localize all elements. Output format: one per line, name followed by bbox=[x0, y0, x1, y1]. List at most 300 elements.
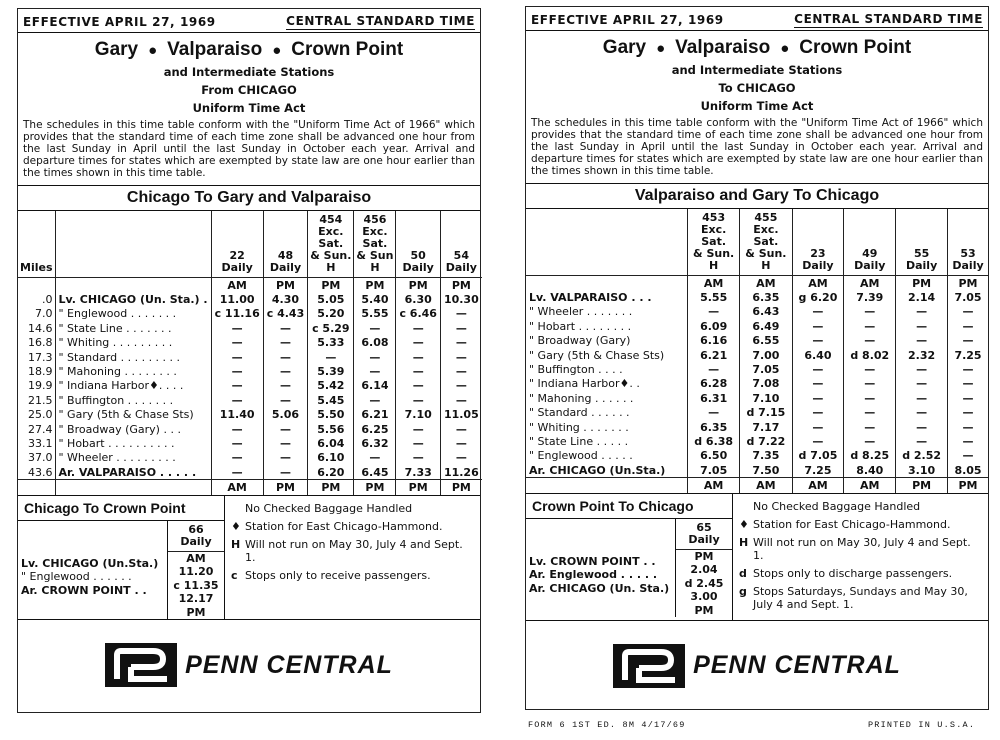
table-row bbox=[526, 420, 988, 434]
route-title: Gary ● Valparaiso ● Crown Point bbox=[94, 39, 404, 60]
time-cell: 6.35 bbox=[740, 290, 792, 304]
train-header: 456 Exc. Sat. & Sun H bbox=[354, 211, 396, 278]
time-cell: — bbox=[792, 391, 844, 405]
ampm-cell: PM bbox=[896, 478, 948, 493]
time-cell: 6.28 bbox=[688, 377, 740, 391]
intermediate-label: and Intermediate Stations bbox=[671, 63, 843, 77]
time-cell: — bbox=[354, 364, 396, 378]
time-cell: 6.25 bbox=[354, 422, 396, 436]
miles-cell: 43.6 bbox=[28, 465, 53, 479]
time-cell: d 8.02 bbox=[844, 348, 896, 362]
note-symbol bbox=[739, 500, 753, 513]
crown-point-time: 2.04 bbox=[690, 563, 718, 577]
train-header: 54 Daily bbox=[440, 211, 481, 278]
time-cell: — bbox=[844, 406, 896, 420]
table-row bbox=[526, 348, 988, 362]
time-cell: 5.06 bbox=[263, 408, 308, 422]
time-cell: 11.26 bbox=[440, 465, 481, 480]
ampm-cell: AM bbox=[792, 276, 844, 291]
time-cell: — bbox=[211, 451, 263, 465]
printed-footer: PRINTED IN U.S.A. bbox=[868, 720, 976, 730]
time-cell: — bbox=[440, 422, 481, 436]
time-cell: 5.56 bbox=[308, 422, 354, 436]
time-cell: — bbox=[844, 391, 896, 405]
time-cell: — bbox=[263, 350, 308, 364]
crown-point-stations bbox=[526, 519, 675, 618]
time-cell: — bbox=[792, 334, 844, 348]
ampm-cell: PM bbox=[354, 278, 396, 293]
ampm-cell: PM bbox=[396, 278, 441, 293]
effective-date: EFFECTIVE APRIL 27, 1969 bbox=[531, 13, 724, 27]
note-item bbox=[739, 567, 984, 580]
time-cell: 11.05 bbox=[440, 408, 481, 422]
time-cell: g 6.20 bbox=[792, 290, 844, 304]
time-cell: — bbox=[211, 422, 263, 436]
time-cell: 6.08 bbox=[354, 336, 396, 350]
crown-point-station: Lv. CHICAGO (Un.Sta.) bbox=[21, 556, 159, 570]
time-cell: — bbox=[263, 379, 308, 393]
table-row bbox=[526, 334, 988, 348]
time-cell: — bbox=[844, 334, 896, 348]
time-cell: 5.40 bbox=[354, 292, 396, 306]
time-cell: — bbox=[896, 334, 948, 348]
time-cell: — bbox=[354, 321, 396, 335]
time-cell: 5.55 bbox=[354, 307, 396, 321]
table-row bbox=[18, 364, 482, 378]
station-cell: Lv. CHICAGO (Un. Sta.) . bbox=[55, 292, 211, 306]
time-cell: — bbox=[396, 393, 441, 407]
time-cell: — bbox=[263, 436, 308, 450]
time-cell: 6.55 bbox=[740, 334, 792, 348]
miles-cell: 27.4 bbox=[28, 422, 53, 436]
time-cell: 7.25 bbox=[792, 463, 844, 478]
time-cell: 6.43 bbox=[740, 305, 792, 319]
timetable-panel-from-chicago bbox=[17, 8, 481, 713]
miles-cell: .0 bbox=[42, 293, 53, 307]
note-text: Stops only to discharge passengers. bbox=[753, 566, 953, 580]
note-symbol: d bbox=[739, 566, 747, 580]
lower-section bbox=[526, 493, 988, 621]
time-cell: 4.30 bbox=[263, 292, 308, 306]
time-cell: — bbox=[396, 336, 441, 350]
header-bar bbox=[18, 9, 480, 32]
time-cell: — bbox=[263, 393, 308, 407]
time-cell: — bbox=[211, 436, 263, 450]
time-cell: 7.50 bbox=[740, 463, 792, 478]
time-cell: — bbox=[440, 336, 481, 350]
penn-central-logo bbox=[18, 620, 480, 710]
section-title: Valparaiso and Gary To Chicago bbox=[526, 183, 988, 209]
time-cell: — bbox=[354, 393, 396, 407]
miles-cell: 16.8 bbox=[28, 336, 53, 350]
note-text: No Checked Baggage Handled bbox=[245, 501, 413, 515]
time-cell: d 7.05 bbox=[792, 449, 844, 463]
time-cell: — bbox=[844, 377, 896, 391]
note-item bbox=[739, 518, 984, 531]
crown-point-time: d 2.45 bbox=[684, 576, 724, 590]
note-text: No Checked Baggage Handled bbox=[753, 499, 921, 513]
crown-point-times bbox=[167, 521, 224, 620]
time-cell: 5.39 bbox=[308, 364, 354, 378]
note-text: Stops Saturdays, Sundays and May 30, July 4 and Sept. 1. bbox=[753, 584, 968, 611]
table-row bbox=[18, 465, 482, 480]
direction-label: To CHICAGO bbox=[718, 81, 796, 95]
table-row bbox=[18, 336, 482, 350]
time-cell: c 11.16 bbox=[211, 307, 263, 321]
table-row bbox=[18, 422, 482, 436]
station-cell: " Hobart . . . . . . . . bbox=[529, 319, 632, 333]
time-cell: — bbox=[948, 434, 988, 448]
time-cell: — bbox=[948, 406, 988, 420]
time-cell: c 6.46 bbox=[396, 307, 441, 321]
table-row bbox=[18, 436, 482, 450]
ampm-cell: AM bbox=[844, 478, 896, 493]
note-item bbox=[231, 569, 476, 582]
section-title: Chicago To Gary and Valparaiso bbox=[18, 185, 480, 211]
crown-point-station: Lv. CROWN POINT . . bbox=[529, 554, 656, 568]
station-cell: " Broadway (Gary) . . . bbox=[55, 422, 211, 436]
station-cell: " Mahoning . . . . . . bbox=[529, 391, 634, 405]
crown-point-time: c 11.35 bbox=[173, 578, 219, 592]
miles-header: Miles bbox=[20, 261, 53, 274]
train-header: 453 Exc. Sat. & Sun. H bbox=[688, 209, 740, 276]
time-cell: — bbox=[896, 377, 948, 391]
station-cell: " Broadway (Gary) bbox=[529, 334, 631, 348]
time-cell: 6.10 bbox=[308, 451, 354, 465]
time-cell: — bbox=[896, 305, 948, 319]
ampm-cell: PM bbox=[948, 478, 988, 493]
ampm-cell: AM bbox=[740, 276, 792, 291]
time-cell: — bbox=[844, 319, 896, 333]
time-cell: — bbox=[948, 305, 988, 319]
uta-title: Uniform Time Act bbox=[700, 99, 814, 113]
pc-logo-icon bbox=[613, 644, 685, 688]
train-header: 23 Daily bbox=[792, 209, 844, 276]
table-row bbox=[526, 391, 988, 405]
time-cell: — bbox=[896, 434, 948, 448]
time-cell: — bbox=[440, 307, 481, 321]
pc-logo-icon bbox=[105, 643, 177, 687]
train-header: 455 Exc. Sat. & Sun. H bbox=[740, 209, 792, 276]
time-cell: — bbox=[263, 336, 308, 350]
ampm-cell: PM bbox=[694, 549, 714, 563]
time-cell: 6.49 bbox=[740, 319, 792, 333]
time-cell: d 7.15 bbox=[740, 406, 792, 420]
ampm-cell: AM bbox=[844, 276, 896, 291]
time-cell: 8.05 bbox=[948, 463, 988, 478]
time-cell: — bbox=[896, 391, 948, 405]
station-cell: " Standard . . . . . . bbox=[529, 406, 630, 420]
time-cell: — bbox=[792, 377, 844, 391]
ampm-cell: PM bbox=[948, 276, 988, 291]
table-row bbox=[18, 292, 482, 306]
crown-point-station: Ar. CROWN POINT . . bbox=[21, 583, 147, 597]
uta-text: The schedules in this time table conform with the "Uniform Time Act of 1966" which provides that the standard time of each time zone shall be advanced one hour from the last Sunday in April until the last Sunday in October each year. Arrival and departure times for states which are exempted by state law are one hour earlier than the times shown in this time table. bbox=[23, 119, 475, 179]
crown-point-times bbox=[675, 519, 732, 618]
ampm-cell: PM bbox=[263, 480, 308, 495]
station-cell: " Standard . . . . . . . . . bbox=[55, 350, 211, 364]
note-item bbox=[231, 502, 476, 515]
time-cell: — bbox=[688, 305, 740, 319]
logo-text: PENN CENTRAL bbox=[185, 650, 393, 679]
time-cell: 7.35 bbox=[740, 449, 792, 463]
crown-point-time: 12.17 bbox=[178, 592, 214, 606]
time-cell: 8.40 bbox=[844, 463, 896, 478]
direction-label: From CHICAGO bbox=[201, 83, 297, 97]
station-cell: " Mahoning . . . . . . . . bbox=[55, 364, 211, 378]
time-zone-label: CENTRAL STANDARD TIME bbox=[286, 14, 475, 28]
crown-point-train-header: 66 Daily bbox=[168, 521, 224, 552]
station-header bbox=[526, 209, 688, 276]
note-text: Will not run on May 30, July 4 and Sept. 1. bbox=[753, 535, 971, 562]
time-cell: 7.10 bbox=[740, 391, 792, 405]
time-cell: d 7.22 bbox=[740, 434, 792, 448]
time-cell: 6.31 bbox=[688, 391, 740, 405]
penn-central-logo bbox=[526, 621, 988, 711]
station-cell: " Wheeler . . . . . . . bbox=[529, 305, 633, 319]
time-cell: 2.32 bbox=[896, 348, 948, 362]
station-cell: " Englewood . . . . . bbox=[529, 449, 633, 463]
note-symbol: c bbox=[231, 568, 238, 582]
ampm-cell bbox=[18, 480, 55, 495]
ampm-cell: PM bbox=[396, 480, 441, 495]
time-cell: 7.33 bbox=[396, 465, 441, 480]
train-header: 48 Daily bbox=[263, 211, 308, 278]
station-cell: " State Line . . . . . bbox=[529, 434, 629, 448]
table-row bbox=[526, 434, 988, 448]
crown-point-station: " Englewood . . . . . . bbox=[21, 570, 132, 584]
table-row bbox=[526, 377, 988, 391]
time-cell: 7.08 bbox=[740, 377, 792, 391]
crown-point-stations bbox=[18, 521, 167, 620]
station-cell: " Hobart . . . . . . . . . . bbox=[55, 436, 211, 450]
table-row bbox=[18, 451, 482, 465]
time-cell: — bbox=[211, 393, 263, 407]
time-cell: — bbox=[440, 451, 481, 465]
time-cell: — bbox=[792, 362, 844, 376]
note-symbol: g bbox=[739, 584, 747, 598]
miles-cell: 18.9 bbox=[28, 365, 53, 379]
time-cell: — bbox=[896, 319, 948, 333]
time-cell: 11.00 bbox=[211, 292, 263, 306]
station-cell: " Wheeler . . . . . . . . . bbox=[55, 451, 211, 465]
train-header: 53 Daily bbox=[948, 209, 988, 276]
time-cell: — bbox=[211, 350, 263, 364]
time-cell: — bbox=[948, 449, 988, 463]
station-cell: " Indiana Harbor♦. . . . bbox=[55, 379, 211, 393]
station-cell: " Gary (5th & Chase Sts) bbox=[55, 408, 211, 422]
time-cell: 3.10 bbox=[896, 463, 948, 478]
station-cell: " Whiting . . . . . . . bbox=[529, 420, 629, 434]
time-cell: 6.35 bbox=[688, 420, 740, 434]
intermediate-label: and Intermediate Stations bbox=[163, 65, 335, 79]
crown-point-station: Ar. CHICAGO (Un. Sta.) bbox=[529, 581, 670, 595]
station-cell: " Englewood . . . . . . . bbox=[55, 307, 211, 321]
train-header: 49 Daily bbox=[844, 209, 896, 276]
station-cell: " Whiting . . . . . . . . . bbox=[55, 336, 211, 350]
uta-title: Uniform Time Act bbox=[192, 101, 306, 115]
ampm-cell: PM bbox=[308, 480, 354, 495]
station-cell: " Gary (5th & Chase Sts) bbox=[529, 348, 665, 362]
time-cell: 5.55 bbox=[688, 290, 740, 304]
time-cell: 6.21 bbox=[688, 348, 740, 362]
note-symbol bbox=[231, 502, 245, 515]
form-footer: FORM 6 1ST ED. 8M 4/17/69 bbox=[528, 720, 686, 730]
note-symbol: H bbox=[231, 537, 241, 551]
note-symbol: ♦ bbox=[739, 517, 749, 531]
time-cell: 6.16 bbox=[688, 334, 740, 348]
time-cell: 10.30 bbox=[440, 292, 481, 306]
station-cell: " State Line . . . . . . . bbox=[55, 321, 211, 335]
time-cell: 2.14 bbox=[896, 290, 948, 304]
time-cell: 7.05 bbox=[948, 290, 988, 304]
time-cell: — bbox=[308, 350, 354, 364]
station-cell: " Indiana Harbor♦. . bbox=[529, 377, 640, 391]
time-cell: — bbox=[844, 305, 896, 319]
time-cell: — bbox=[948, 377, 988, 391]
time-cell: — bbox=[263, 451, 308, 465]
time-cell: — bbox=[396, 422, 441, 436]
time-cell: 7.25 bbox=[948, 348, 988, 362]
ampm-cell: PM bbox=[186, 605, 206, 619]
time-cell: — bbox=[440, 321, 481, 335]
time-cell: 6.14 bbox=[354, 379, 396, 393]
time-cell: d 2.52 bbox=[896, 449, 948, 463]
miles-cell: 7.0 bbox=[35, 307, 53, 321]
station-cell: " Buffington . . . . bbox=[529, 363, 623, 377]
train-header: 55 Daily bbox=[896, 209, 948, 276]
schedule-table bbox=[18, 211, 482, 495]
table-row bbox=[526, 290, 988, 304]
time-cell: — bbox=[792, 319, 844, 333]
miles-cell: 37.0 bbox=[28, 451, 53, 465]
time-cell: — bbox=[688, 406, 740, 420]
time-cell: — bbox=[263, 364, 308, 378]
time-cell: — bbox=[396, 350, 441, 364]
time-cell: 6.50 bbox=[688, 449, 740, 463]
time-cell: — bbox=[844, 362, 896, 376]
station-header bbox=[55, 211, 211, 278]
time-cell: — bbox=[211, 379, 263, 393]
time-cell: — bbox=[844, 434, 896, 448]
time-cell: 7.10 bbox=[396, 408, 441, 422]
ampm-cell: AM bbox=[211, 480, 263, 495]
table-row bbox=[526, 319, 988, 333]
table-row bbox=[526, 449, 988, 463]
crown-point-station: Ar. Englewood . . . . . bbox=[529, 568, 658, 582]
ampm-cell: PM bbox=[308, 278, 354, 293]
table-row bbox=[18, 307, 482, 321]
time-cell: — bbox=[396, 379, 441, 393]
timetable-panel-to-chicago bbox=[525, 6, 989, 710]
time-cell: — bbox=[440, 379, 481, 393]
time-cell: 6.30 bbox=[396, 292, 441, 306]
time-cell: — bbox=[396, 451, 441, 465]
time-cell: — bbox=[948, 362, 988, 376]
time-cell: 6.09 bbox=[688, 319, 740, 333]
time-cell: — bbox=[792, 406, 844, 420]
miles-cell: 17.3 bbox=[28, 350, 53, 364]
ampm-cell: PM bbox=[263, 278, 308, 293]
header-bar bbox=[526, 7, 988, 30]
table-row bbox=[526, 406, 988, 420]
time-cell: — bbox=[396, 436, 441, 450]
table-row bbox=[18, 393, 482, 407]
ampm-cell bbox=[55, 480, 211, 495]
time-cell: — bbox=[263, 465, 308, 480]
ampm-cell: PM bbox=[440, 480, 481, 495]
time-cell: 5.05 bbox=[308, 292, 354, 306]
table-row bbox=[526, 362, 988, 376]
train-header: 454 Exc. Sat. & Sun. H bbox=[308, 211, 354, 278]
ampm-cell bbox=[526, 478, 688, 493]
time-cell: — bbox=[792, 434, 844, 448]
time-cell: — bbox=[211, 321, 263, 335]
time-cell: — bbox=[792, 420, 844, 434]
time-cell: 6.40 bbox=[792, 348, 844, 362]
time-cell: — bbox=[440, 393, 481, 407]
time-cell: — bbox=[396, 321, 441, 335]
ampm-cell bbox=[526, 276, 688, 291]
ampm-cell: PM bbox=[896, 276, 948, 291]
ampm-cell: PM bbox=[694, 603, 714, 617]
effective-date: EFFECTIVE APRIL 27, 1969 bbox=[23, 15, 216, 29]
time-cell: — bbox=[948, 319, 988, 333]
ampm-cell: AM bbox=[688, 276, 740, 291]
ampm-cell: AM bbox=[688, 478, 740, 493]
time-cell: — bbox=[948, 420, 988, 434]
note-item bbox=[231, 538, 476, 564]
note-item bbox=[231, 520, 476, 533]
time-zone-label: CENTRAL STANDARD TIME bbox=[794, 12, 983, 26]
crown-point-train-header: 65 Daily bbox=[676, 519, 732, 550]
train-header: 22 Daily bbox=[211, 211, 263, 278]
ampm-cell bbox=[18, 278, 55, 293]
time-cell: 7.05 bbox=[740, 362, 792, 376]
table-row bbox=[18, 350, 482, 364]
time-cell: — bbox=[263, 321, 308, 335]
station-cell: Ar. CHICAGO (Un.Sta.) bbox=[529, 463, 666, 477]
time-cell: 5.33 bbox=[308, 336, 354, 350]
miles-cell: 14.6 bbox=[28, 321, 53, 335]
ampm-cell bbox=[55, 278, 211, 293]
station-cell: Ar. VALPARAISO . . . . . bbox=[55, 465, 211, 480]
station-cell: Lv. VALPARAISO . . . bbox=[529, 291, 652, 305]
notes-list bbox=[733, 494, 988, 620]
time-cell: — bbox=[896, 420, 948, 434]
time-cell: — bbox=[844, 420, 896, 434]
time-cell: 6.21 bbox=[354, 408, 396, 422]
table-row bbox=[18, 321, 482, 335]
ampm-cell: AM bbox=[186, 551, 206, 565]
time-cell: c 5.29 bbox=[308, 321, 354, 335]
time-cell: — bbox=[948, 391, 988, 405]
logo-text: PENN CENTRAL bbox=[693, 651, 901, 680]
note-symbol: H bbox=[739, 535, 749, 549]
table-row bbox=[526, 305, 988, 319]
note-text: Station for East Chicago-Hammond. bbox=[245, 519, 443, 533]
time-cell: — bbox=[792, 305, 844, 319]
time-cell: — bbox=[440, 436, 481, 450]
ampm-cell: AM bbox=[740, 478, 792, 493]
table-row bbox=[18, 408, 482, 422]
time-cell: — bbox=[688, 362, 740, 376]
time-cell: c 4.43 bbox=[263, 307, 308, 321]
time-cell: 7.17 bbox=[740, 420, 792, 434]
ampm-cell: AM bbox=[211, 278, 263, 293]
crown-point-time: 11.20 bbox=[178, 565, 214, 579]
ampm-cell: AM bbox=[792, 478, 844, 493]
